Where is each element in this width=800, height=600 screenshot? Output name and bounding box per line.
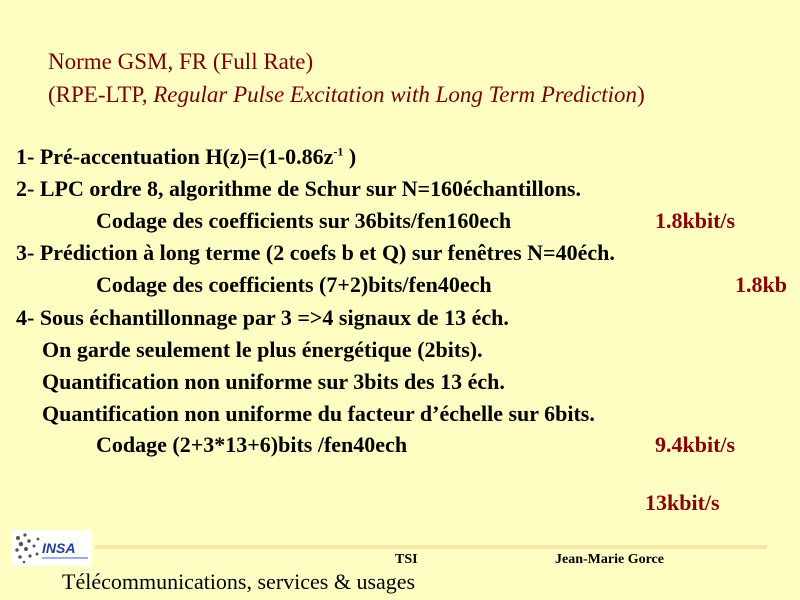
title-line2-italic: Regular Pulse Excitation with Long Term Prediction	[153, 82, 638, 107]
footer-course: Télécommunications, services & usages	[62, 569, 416, 594]
item-3-coding: Codage des coefficients (7+2)bits/fen40ech	[96, 272, 492, 297]
item-4-rate: 9.4kbit/s	[655, 432, 736, 457]
slide-title-line1: Norme GSM, FR (Full Rate)	[48, 49, 314, 74]
title-line2-open: (RPE-LTP,	[48, 82, 154, 107]
item-4-coding: Codage (2+3*13+6)bits /fen40ech	[96, 432, 408, 457]
item-1	[16, 144, 356, 170]
item-2: 2- LPC ordre 8, algorithme de Schur sur N=160échantillons.	[16, 176, 581, 201]
item-4-energy: On garde seulement le plus énergétique (2bits).	[42, 337, 483, 362]
footer-author: Jean-Marie Gorce	[555, 552, 664, 567]
slide-title-line2	[48, 82, 645, 108]
item-3: 3- Prédiction à long terme (2 coefs b et Q) sur fenêtres N=40éch.	[16, 240, 615, 265]
insa-logo-icon	[12, 530, 92, 566]
item-2-coding: Codage des coefficients sur 36bits/fen160ech	[96, 208, 512, 233]
footer-rule	[95, 545, 767, 549]
item-1-end: )	[343, 144, 357, 169]
item-1-text: 1- Pré-accentuation H(z)=(1-0.86z	[16, 144, 334, 169]
logo-text: INSA	[42, 540, 76, 556]
item-2-rate: 1.8kbit/s	[655, 208, 736, 233]
item-4-quant-scale: Quantification non uniforme du facteur d’échelle sur 6bits.	[42, 401, 595, 426]
item-3-rate: 1.8kb	[735, 272, 787, 297]
total-rate: 13kbit/s	[645, 490, 720, 515]
item-1-exponent: -1	[333, 144, 344, 159]
item-4-quant-samples: Quantification non uniforme sur 3bits des 13 éch.	[42, 369, 505, 394]
footer-center: TSI	[395, 552, 418, 567]
item-4: 4- Sous échantillonnage par 3 =>4 signaux de 13 éch.	[16, 305, 509, 330]
title-line2-close: )	[637, 82, 645, 107]
